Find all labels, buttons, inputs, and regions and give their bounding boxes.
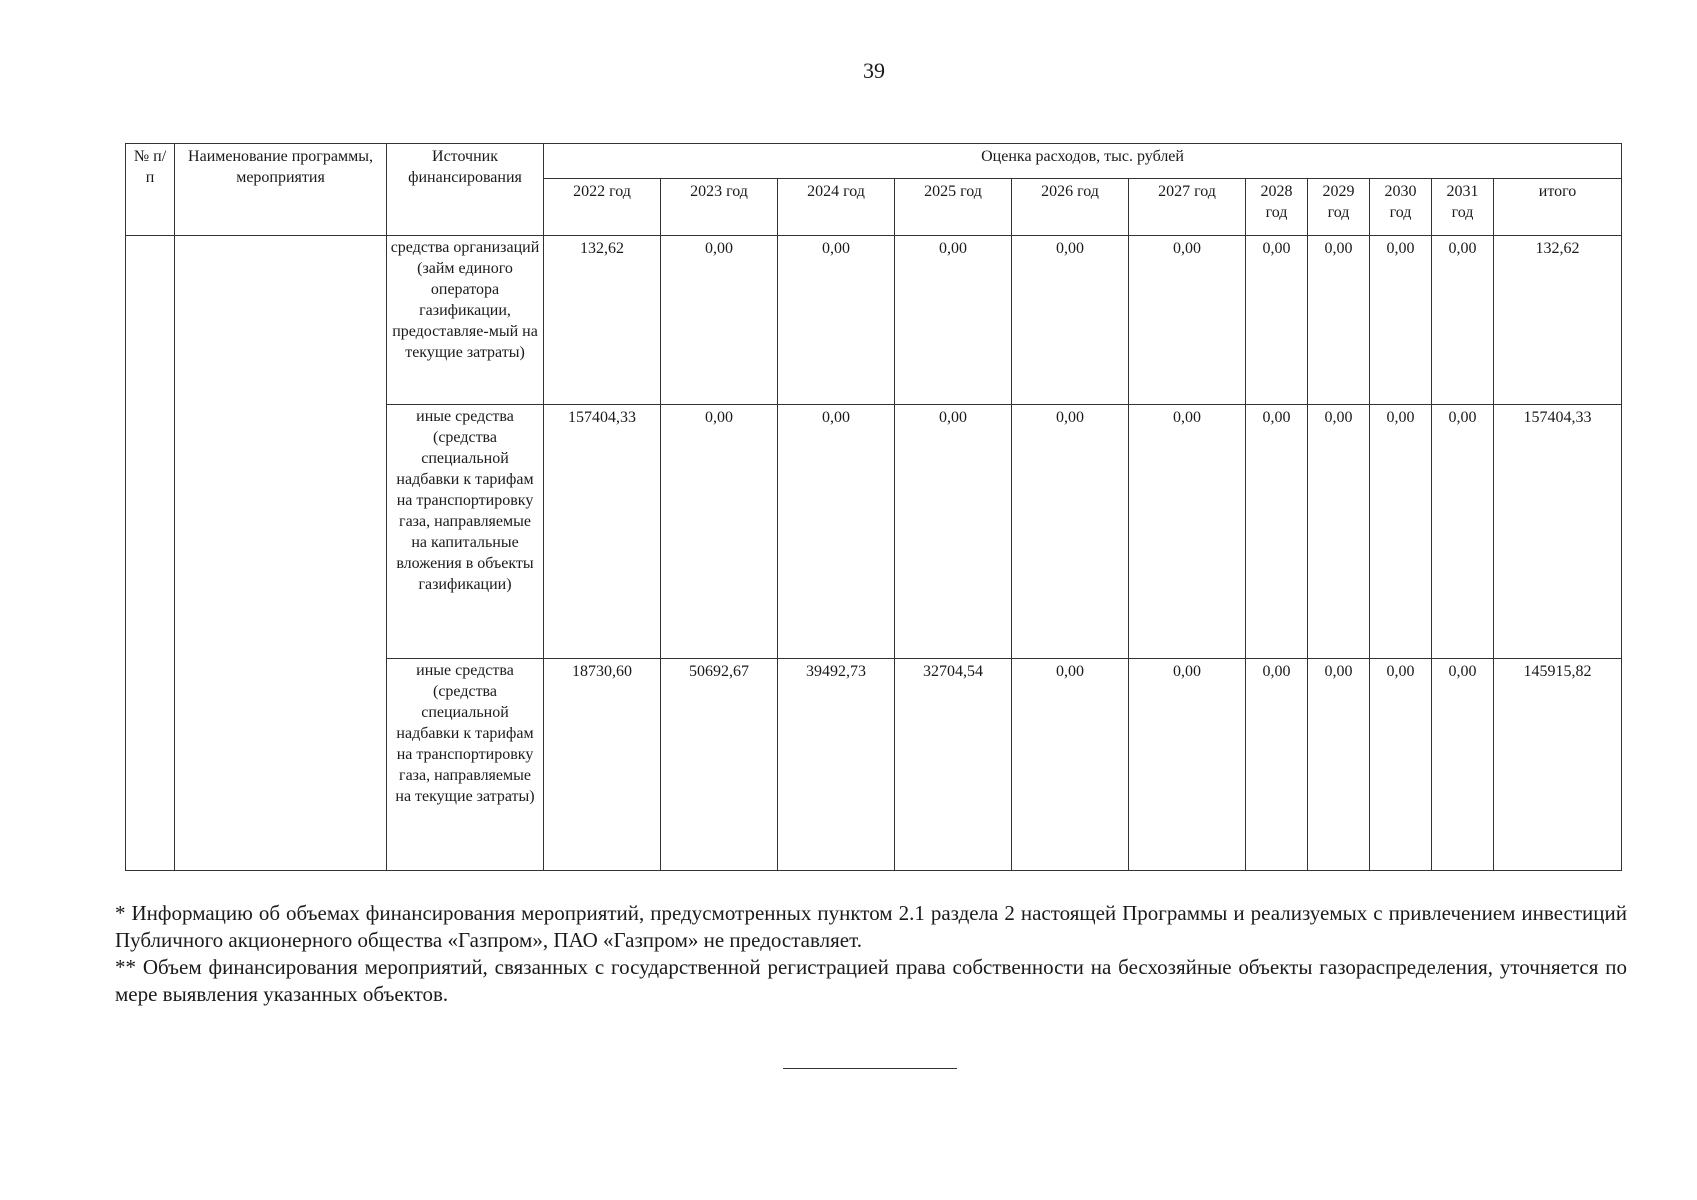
cell-name <box>175 236 387 871</box>
header-year: 2023 год <box>661 179 778 236</box>
cell-value: 0,00 <box>1370 236 1432 405</box>
cell-value: 50692,67 <box>661 659 778 871</box>
cell-value: 0,00 <box>1246 405 1308 659</box>
footnote: * Информацию об объемах финансирования мероприятий, предусмотренных пунктом 2.1 раздела 2 настоящей Программы и реализуемых с привлечением инвестиций Публичного акционерного общества «Газпром», ПАО «Газпром» не предоставляет. <box>115 901 1627 952</box>
cell-value: 157404,33 <box>544 405 661 659</box>
header-year: 2028 год <box>1246 179 1308 236</box>
cell-value: 0,00 <box>778 236 895 405</box>
cell-value: 0,00 <box>1012 659 1129 871</box>
cell-value: 0,00 <box>1129 659 1246 871</box>
cell-value: 0,00 <box>1012 405 1129 659</box>
cell-source: иные средства (средства специальной надбавки к тарифам на транспортировку газа, направляемые на текущие затраты) <box>387 659 544 871</box>
header-year: 2026 год <box>1012 179 1129 236</box>
cell-source: средства организаций (займ единого оператора газификации, предоставляе-мый на текущие затраты) <box>387 236 544 405</box>
cell-value: 0,00 <box>1370 659 1432 871</box>
header-year: 2031 год <box>1432 179 1494 236</box>
cell-value: 32704,54 <box>895 659 1012 871</box>
cell-value: 39492,73 <box>778 659 895 871</box>
cell-value: 18730,60 <box>544 659 661 871</box>
table-row <box>126 236 1622 405</box>
header-num: № п/п <box>126 144 175 236</box>
cell-total: 157404,33 <box>1494 405 1622 659</box>
cell-value: 0,00 <box>1308 405 1370 659</box>
footnotes <box>115 900 1627 1008</box>
cell-value: 0,00 <box>1370 405 1432 659</box>
cell-value: 0,00 <box>1246 659 1308 871</box>
cell-value: 0,00 <box>661 405 778 659</box>
header-name: Наименование программы, мероприятия <box>175 144 387 236</box>
header-year: 2029 год <box>1308 179 1370 236</box>
cell-value: 0,00 <box>1129 405 1246 659</box>
header-year: 2027 год <box>1129 179 1246 236</box>
header-total: итого <box>1494 179 1622 236</box>
cell-value: 0,00 <box>1129 236 1246 405</box>
cell-value: 0,00 <box>1308 659 1370 871</box>
cell-total: 145915,82 <box>1494 659 1622 871</box>
cell-value: 132,62 <box>544 236 661 405</box>
cell-value: 0,00 <box>895 236 1012 405</box>
cell-value: 0,00 <box>661 236 778 405</box>
cell-value: 0,00 <box>1012 236 1129 405</box>
page-number: 39 <box>863 58 885 83</box>
header-year: 2030 год <box>1370 179 1432 236</box>
closing-rule <box>783 1068 957 1069</box>
cell-value: 0,00 <box>1432 405 1494 659</box>
footnote: ** Объем финансирования мероприятий, связанных с государственной регистрацией права собственности на бесхозяйные объекты газораспределения, уточняется по мере выявления указанных объектов. <box>115 955 1627 1006</box>
cell-value: 0,00 <box>1432 236 1494 405</box>
header-year: 2025 год <box>895 179 1012 236</box>
cell-value: 0,00 <box>1246 236 1308 405</box>
cell-value: 0,00 <box>778 405 895 659</box>
cell-value: 0,00 <box>1308 236 1370 405</box>
cell-value: 0,00 <box>895 405 1012 659</box>
header-source: Источник финансирования <box>387 144 544 236</box>
cell-source: иные средства (средства специальной надбавки к тарифам на транспортировку газа, направляемые на капитальные вложения в объекты газификации) <box>387 405 544 659</box>
cell-value: 0,00 <box>1432 659 1494 871</box>
cell-total: 132,62 <box>1494 236 1622 405</box>
financing-table <box>125 143 1622 871</box>
header-year: 2024 год <box>778 179 895 236</box>
header-estimate: Оценка расходов, тыс. рублей <box>544 144 1622 179</box>
header-year: 2022 год <box>544 179 661 236</box>
cell-num <box>126 236 175 871</box>
